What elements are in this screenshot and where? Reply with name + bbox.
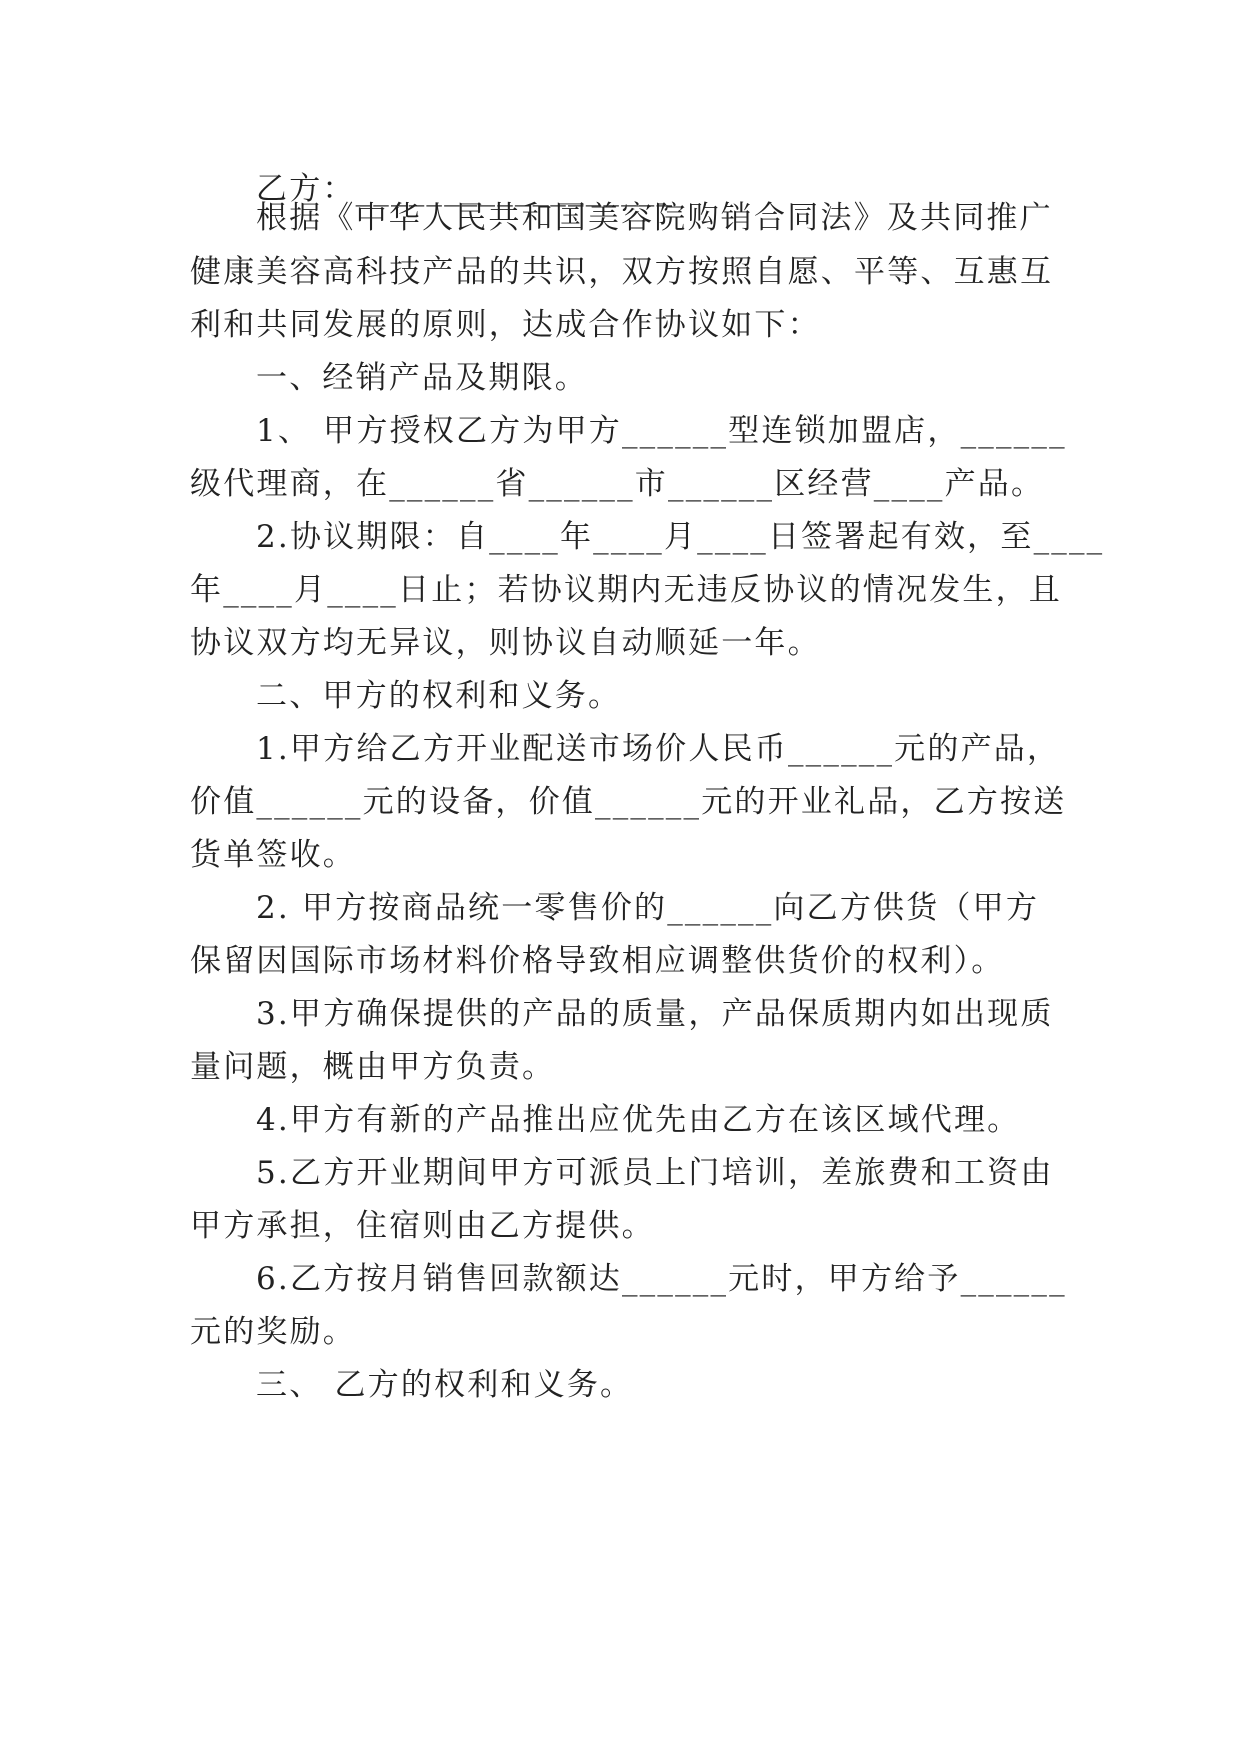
preamble-line-1: 根据《中华人民共和国美容院购销合同法》及共同推广 xyxy=(256,200,1053,236)
clause-2-1-line-2: 价值______元的设备，价值______元的开业礼品，乙方按送 xyxy=(190,784,1067,820)
clause-1-2-line-1: 2.协议期限：自____年____月____日签署起有效，至____ xyxy=(256,519,1105,555)
clause-2-1-line-3: 货单签收。 xyxy=(190,837,356,873)
section-1-heading: 一、经销产品及期限。 xyxy=(256,360,588,396)
clause-2-5-line-2: 甲方承担，住宿则由乙方提供。 xyxy=(190,1208,655,1244)
section-2-heading: 二、甲方的权利和义务。 xyxy=(256,678,622,714)
party-b-line: 乙方：__________________ xyxy=(256,171,675,207)
clause-1-1-line-1: 1、 甲方授权乙方为甲方______型连锁加盟店，______ xyxy=(256,413,1067,449)
section-3-heading: 三、 乙方的权利和义务。 xyxy=(256,1367,634,1403)
clause-2-6-line-1: 6.乙方按月销售回款额达______元时，甲方给予______ xyxy=(256,1261,1067,1297)
clause-2-4-line-1: 4.甲方有新的产品推出应优先由乙方在该区域代理。 xyxy=(256,1102,1021,1138)
clause-2-2-line-2: 保留因国际市场材料价格导致相应调整供货价的权利）。 xyxy=(190,943,1005,979)
clause-1-1-line-2: 级代理商，在______省______市______区经营____产品。 xyxy=(190,466,1045,502)
clause-1-2-line-2: 年____月____日止；若协议期内无违反协议的情况发生，且 xyxy=(190,572,1062,608)
clause-1-2-line-3: 协议双方均无异议，则协议自动顺延一年。 xyxy=(190,625,821,661)
clause-2-3-line-2: 量问题，概由甲方负责。 xyxy=(190,1049,556,1085)
preamble-line-3: 利和共同发展的原则，达成合作协议如下： xyxy=(190,307,821,343)
clause-2-3-line-1: 3.甲方确保提供的产品的质量，产品保质期内如出现质 xyxy=(256,996,1054,1032)
preamble-line-2: 健康美容高科技产品的共识，双方按照自愿、平等、互惠互 xyxy=(190,254,1054,290)
clause-2-6-line-2: 元的奖励。 xyxy=(190,1314,356,1350)
clause-2-2-line-1: 2. 甲方按商品统一零售价的______向乙方供货（甲方 xyxy=(256,890,1040,926)
clause-2-5-line-1: 5.乙方开业期间甲方可派员上门培训，差旅费和工资由 xyxy=(256,1155,1054,1191)
clause-2-1-line-1: 1.甲方给乙方开业配送市场价人民币______元的产品， xyxy=(256,731,1061,767)
